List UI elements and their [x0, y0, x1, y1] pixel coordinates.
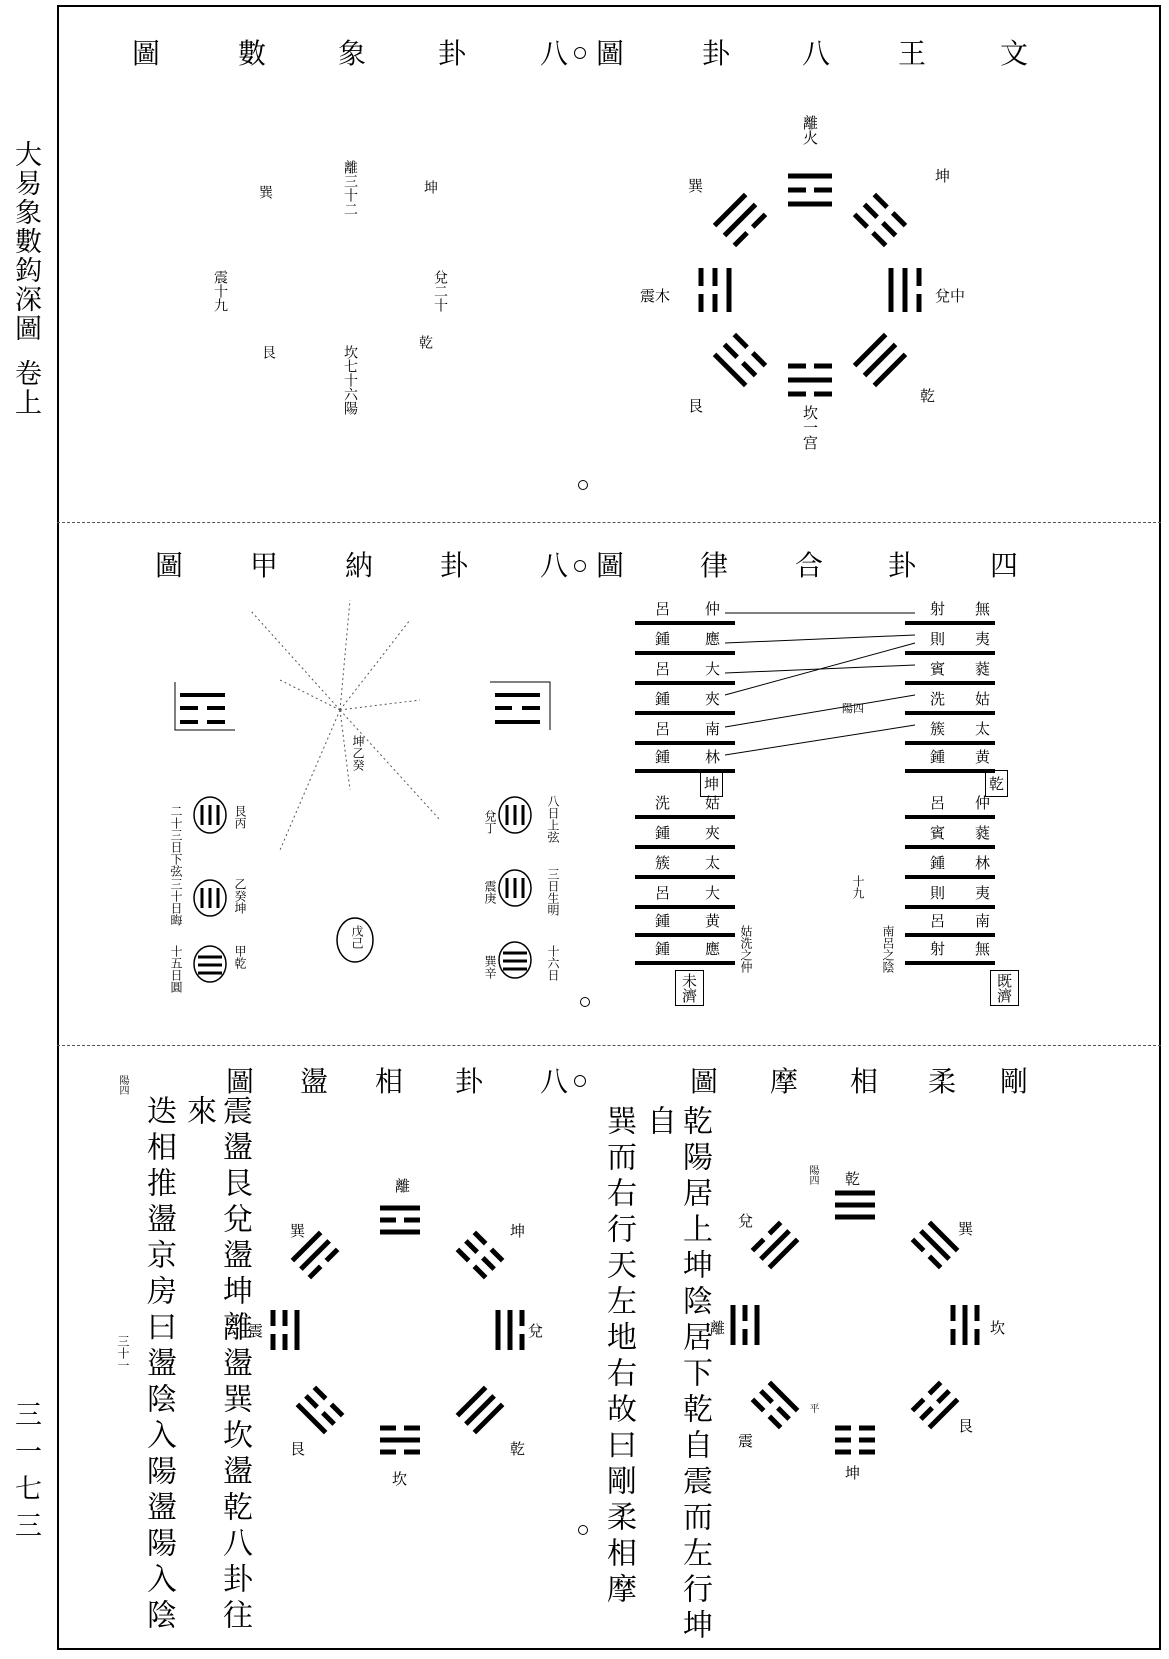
cell: 姑 [975, 690, 991, 708]
mo-label-topright: 巽 [958, 1220, 974, 1238]
cell: 則 [930, 630, 946, 648]
p1-label-bottomright: 乾 [920, 387, 936, 405]
najia-left-label-1: 三十日晦 [169, 878, 183, 926]
p2-center-label: 陽四 [842, 702, 864, 715]
margin-page-number: 三一七三 [10, 1400, 41, 1548]
najia-right-name-2: 巽辛 [483, 955, 497, 979]
circle-mark [574, 560, 586, 572]
cell: 南 [705, 720, 721, 738]
trigram-bottomleft [715, 335, 766, 386]
mo-label-top: 乾 [845, 1170, 861, 1188]
p2-note-right: 南呂之陰 [881, 925, 895, 973]
cell: 鍾 [655, 912, 671, 930]
najia-right-label-1: 三日生明 [546, 868, 560, 916]
cell: 林 [975, 854, 991, 872]
p3-text-left-col-2: 迭相推盪京房曰盪陰入陽盪陽入陰 [141, 1095, 176, 1635]
najia-left-name-1: 乙癸坤 [233, 878, 247, 914]
p1-label-top: 離火 [801, 115, 819, 145]
dang-label-right: 兌 [528, 1322, 544, 1340]
cell: 射 [930, 940, 946, 958]
volume-text: 卷上 [10, 359, 41, 417]
mo-label-left: 離 [710, 1319, 726, 1337]
p1-num-right: 兌二十 [432, 270, 448, 312]
panel-divider-2 [57, 1045, 1161, 1046]
dang-label-bottom: 坎 [392, 1470, 408, 1488]
p1-title-left-char: 卦 [438, 37, 467, 70]
dang-label-topright: 坤 [510, 1222, 526, 1240]
mo-label-right: 坎 [990, 1319, 1006, 1337]
najia-right-name-1: 震庚 [483, 880, 497, 904]
p2-title-left-char: 甲 [250, 549, 279, 582]
cell: 仲 [705, 600, 721, 618]
cell: 應 [705, 940, 721, 958]
mo-label-bottomright: 艮 [958, 1417, 974, 1435]
circle-mark [574, 1075, 586, 1087]
cell: 應 [705, 630, 721, 648]
p3-title-left-char: 八 [540, 1065, 569, 1098]
cell: 鍾 [655, 940, 671, 958]
najia-left-label-0: 二十三日下弦 [169, 805, 183, 877]
margin-book-title [6, 140, 45, 417]
cell: 無 [975, 600, 991, 618]
p2-connection-lines [630, 595, 1030, 1015]
trigram-bottomright [855, 335, 906, 386]
p3-title-left-char: 圖 [226, 1065, 255, 1098]
najia-left-name-0: 艮丙 [233, 805, 247, 829]
p3-text-right-col-1: 乾陽居上坤陰居下乾自震而左行坤自 [641, 1105, 712, 1645]
cell: 呂 [655, 660, 671, 678]
p2-title-right-char: 卦 [888, 549, 917, 582]
p2-note-left: 姑洗之仲 [739, 925, 753, 973]
trigram-topright [855, 195, 906, 246]
cell: 無 [975, 940, 991, 958]
p3-title-left-char: 卦 [455, 1065, 484, 1098]
cell: 夷 [975, 630, 991, 648]
cell: 夾 [705, 690, 721, 708]
p2-title-right-char: 圖 [596, 549, 625, 582]
p2-title-right-char: 合 [795, 549, 824, 582]
p1-title-right-char: 文 [1000, 37, 1029, 70]
cell: 洗 [655, 794, 671, 812]
p3-title-right-char: 摩 [770, 1065, 799, 1098]
najia-left-label-2: 十五日圓 [169, 945, 183, 993]
cell: 夷 [975, 884, 991, 902]
cell: 鍾 [930, 748, 946, 766]
p2-title-left-char: 納 [345, 549, 374, 582]
p3-title-right-char: 圖 [690, 1065, 719, 1098]
p1-label-bottomleft: 艮 [688, 397, 704, 415]
p1-num-topright: 坤 [422, 180, 438, 194]
p1-num-bottomleft: 艮 [260, 345, 276, 359]
mo-label-bottomleft: 震 [738, 1432, 754, 1450]
p1-title-right-char: 王 [898, 37, 927, 70]
najia-rays [210, 590, 470, 870]
cell: 夾 [705, 824, 721, 842]
cell: 太 [705, 854, 721, 872]
cell: 呂 [930, 912, 946, 930]
cell: 蕤 [975, 824, 991, 842]
cell: 大 [705, 884, 721, 902]
cell: 南 [975, 912, 991, 930]
p3-title-right-char: 相 [850, 1065, 879, 1098]
p2-title-right-char: 四 [990, 549, 1019, 582]
cell: 大 [705, 660, 721, 678]
najia-left-name-2: 甲乾 [233, 945, 247, 969]
p1-label-topright: 坤 [935, 167, 951, 185]
p3-small-mark: 平 [807, 1403, 818, 1413]
cell: 簇 [930, 720, 946, 738]
p3-text-right-col-2: 巽而右行天左地右故曰剛柔相摩 [601, 1105, 636, 1609]
cell: 蕤 [975, 660, 991, 678]
cell: 呂 [930, 794, 946, 812]
circle-mark [578, 1525, 588, 1535]
p2-title-left-char: 八 [540, 549, 569, 582]
cell: 呂 [655, 884, 671, 902]
p1-num-bottom: 坎七十六陽 [342, 345, 358, 415]
p3-text-left-col-1: 震盪艮兌盪坤離盪巽坎盪乾八卦往來 [181, 1095, 252, 1635]
p1-num-topleft: 巽 [257, 185, 273, 199]
p1-title-right-char: 卦 [702, 37, 731, 70]
p3-title-left-char: 盪 [300, 1065, 329, 1098]
p1-title-left-char: 數 [238, 37, 267, 70]
p1-num-bottomright: 乾 [417, 335, 433, 349]
p1-label-left: 震木 [640, 287, 671, 305]
trigram-topleft [715, 195, 766, 246]
mo-label-topleft: 兌 [738, 1212, 754, 1230]
cell: 太 [975, 720, 991, 738]
p1-title-left-char: 象 [338, 37, 367, 70]
cell: 鍾 [655, 630, 671, 648]
cell: 黄 [975, 748, 991, 766]
p2-title-left-char: 圖 [155, 549, 184, 582]
cell: 洗 [930, 690, 946, 708]
cell: 賓 [930, 660, 946, 678]
cell: 仲 [975, 794, 991, 812]
cell: 鍾 [655, 690, 671, 708]
p3-title-left-char: 相 [375, 1065, 404, 1098]
najia-center: 戊己 [350, 925, 364, 949]
najia-right-label-0: 八日上弦 [546, 795, 560, 843]
p2-qian-box: 乾 [985, 770, 1008, 797]
p3-side-mark: 陽四 [117, 1075, 128, 1095]
trigram-bottom [788, 366, 832, 394]
p1-title-left-char: 八 [540, 37, 569, 70]
p1-title-right-char: 圖 [596, 37, 625, 70]
dang-label-top: 離 [395, 1177, 411, 1195]
p1-title-right-char: 八 [802, 37, 831, 70]
p2-kun-box-2: 未濟 [675, 970, 704, 1006]
panel-divider-1 [57, 522, 1161, 523]
book-title-text: 大易象數鈎深圖 [10, 140, 41, 343]
circle-mark [580, 997, 590, 1007]
cell: 鍾 [655, 824, 671, 842]
cell: 賓 [930, 824, 946, 842]
p2-title-left-char: 卦 [440, 549, 469, 582]
p2-qian-box-2: 既濟 [990, 970, 1019, 1006]
trigram-left [701, 268, 729, 312]
cell: 則 [930, 884, 946, 902]
p1-label-topleft: 巽 [688, 177, 704, 195]
dang-label-left: 震 [248, 1322, 264, 1340]
dang-label-bottomright: 乾 [510, 1440, 526, 1458]
cell: 黄 [705, 912, 721, 930]
p3-side-mark-2: 陽四 [807, 1165, 818, 1185]
p2-kun-box: 坤 [700, 770, 723, 797]
p1-label-bottom: 坎一宫 [801, 405, 819, 450]
trigram-right [891, 268, 919, 312]
circle-mark [578, 480, 588, 490]
p3-num-small: 三十一 [116, 1335, 130, 1371]
cell: 簇 [655, 854, 671, 872]
p1-label-right: 兌中 [935, 287, 966, 305]
najia-right-label-2: 十六日 [546, 945, 560, 981]
p2-num-label: 十九 [851, 875, 865, 899]
p3-title-right-char: 柔 [928, 1065, 957, 1098]
dang-label-bottomleft: 艮 [290, 1440, 306, 1458]
p1-num-left: 震十九 [212, 270, 228, 312]
cell: 呂 [655, 600, 671, 618]
najia-mid: 坤乙癸 [351, 735, 365, 771]
cell: 姑 [705, 794, 721, 812]
circle-mark [574, 47, 586, 59]
p3-title-right-char: 剛 [1000, 1065, 1029, 1098]
p2-title-right-char: 律 [700, 549, 729, 582]
p1-num-top: 離三十二 [342, 160, 358, 216]
dang-label-topleft: 巽 [290, 1222, 306, 1240]
p1-title-left-char: 圖 [132, 37, 161, 70]
trigram-top [788, 176, 832, 204]
cell: 鍾 [655, 748, 671, 766]
mo-label-bottom: 坤 [845, 1464, 861, 1482]
najia-right-name-0: 兌丁 [483, 810, 497, 834]
cell: 鍾 [930, 854, 946, 872]
cell: 林 [705, 748, 721, 766]
cell: 射 [930, 600, 946, 618]
cell: 呂 [655, 720, 671, 738]
